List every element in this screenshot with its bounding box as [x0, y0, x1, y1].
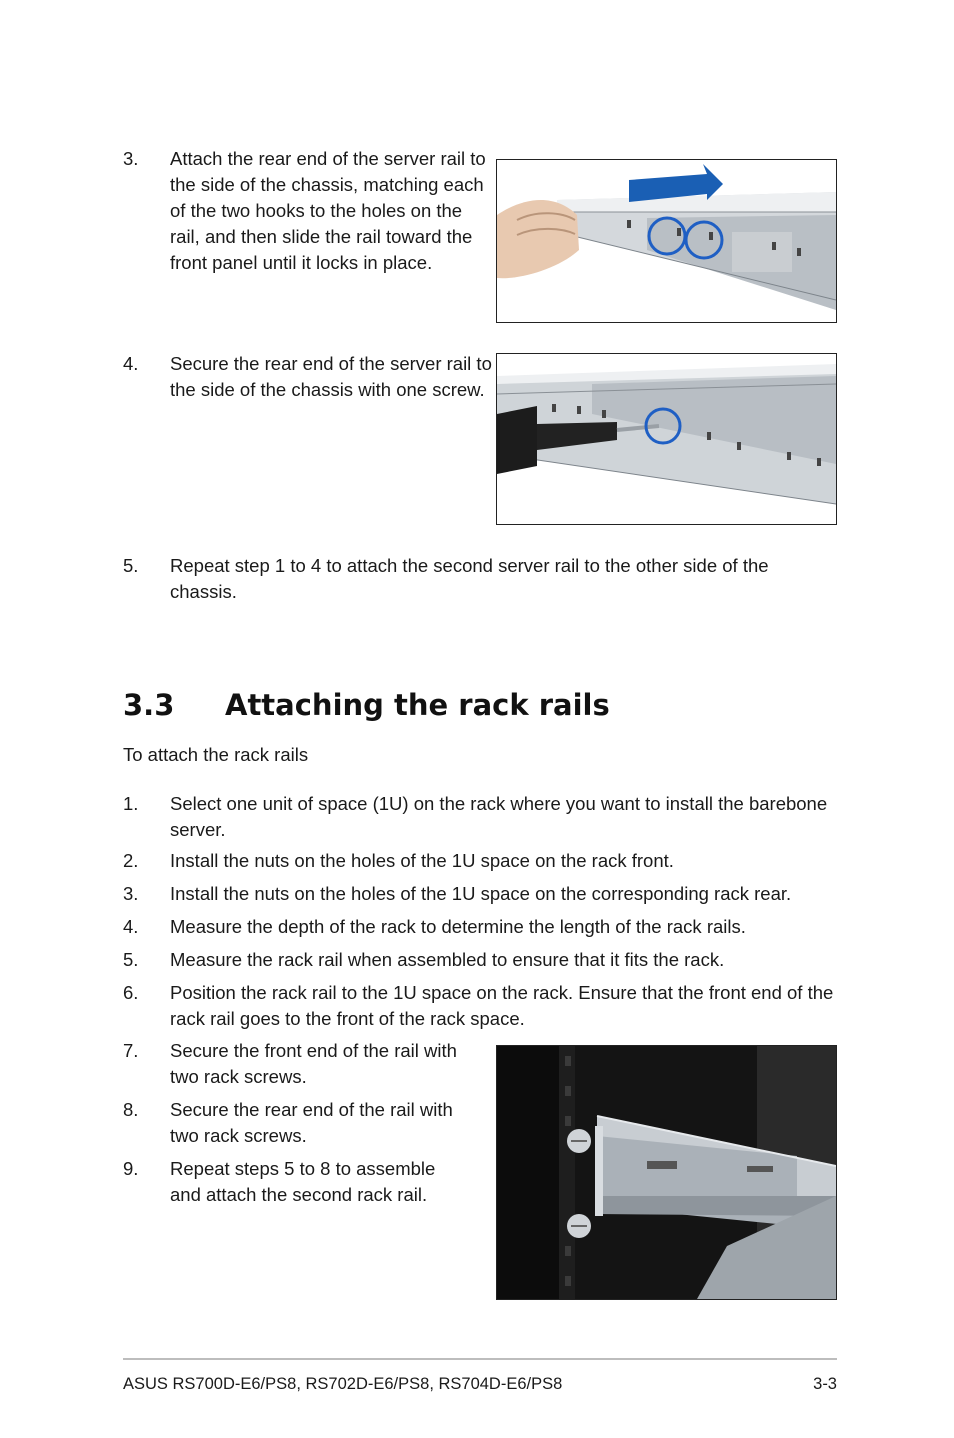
photo-rail-screw — [496, 353, 837, 525]
photo-slide-rail — [496, 159, 837, 323]
rack-rail-illustration — [497, 1046, 836, 1299]
step-number: 7. — [123, 1040, 139, 1061]
step-number: 5. — [123, 555, 139, 576]
step-text: Secure the front end of the rail with two rack screws. — [170, 1040, 457, 1087]
step-number: 1. — [123, 793, 139, 814]
rack-screw-icon — [567, 1129, 591, 1153]
rail-screw-illustration — [497, 354, 836, 524]
step-number: 4. — [123, 916, 139, 937]
footer-model-list: ASUS RS700D-E6/PS8, RS702D-E6/PS8, RS704D-E6/PS8 — [123, 1375, 563, 1393]
step-number: 6. — [123, 982, 139, 1003]
rail-slide-illustration — [497, 160, 836, 322]
footer-divider — [123, 1358, 837, 1360]
photo-rack-rail — [496, 1045, 837, 1300]
step-text: Repeat step 1 to 4 to attach the second server rail to the other side of the chassis. — [170, 555, 769, 602]
step-text: Install the nuts on the holes of the 1U space on the rack front. — [170, 850, 674, 871]
step-text: Attach the rear end of the server rail to the side of the chassis, matching each of the two hooks to the holes on the rail, and then slide the rail toward the front panel until it locks in place. — [170, 148, 486, 273]
step-text: Position the rack rail to the 1U space on the rack. Ensure that the front end of the rack rail goes to the front of the rack space. — [170, 982, 834, 1029]
step-text: Select one unit of space (1U) on the rack where you want to install the barebone server. — [170, 793, 828, 840]
step-text: Repeat steps 5 to 8 to assemble and attach the second rack rail. — [170, 1158, 436, 1205]
intro-text: To attach the rack rails — [123, 744, 309, 765]
rack-screw-icon — [567, 1214, 591, 1238]
step-number: 4. — [123, 353, 139, 374]
section-number: 3.3 — [123, 688, 175, 722]
step-number: 2. — [123, 850, 139, 871]
step-number: 3. — [123, 883, 139, 904]
step-text: Measure the rack rail when assembled to ensure that it fits the rack. — [170, 949, 725, 970]
step-number: 5. — [123, 949, 139, 970]
step-number: 9. — [123, 1158, 139, 1179]
section-title: Attaching the rack rails — [225, 688, 610, 722]
footer-page-number: 3-3 — [813, 1375, 837, 1393]
step-text: Secure the rear end of the rail with two rack screws. — [170, 1099, 453, 1146]
screwdriver-handle-icon — [497, 406, 537, 474]
step-number: 3. — [123, 148, 139, 169]
step-text: Secure the rear end of the server rail to the side of the chassis with one screw. — [170, 353, 492, 400]
step-text: Install the nuts on the holes of the 1U space on the corresponding rack rear. — [170, 883, 792, 904]
step-number: 8. — [123, 1099, 139, 1120]
step-text: Measure the depth of the rack to determine the length of the rack rails. — [170, 916, 746, 937]
